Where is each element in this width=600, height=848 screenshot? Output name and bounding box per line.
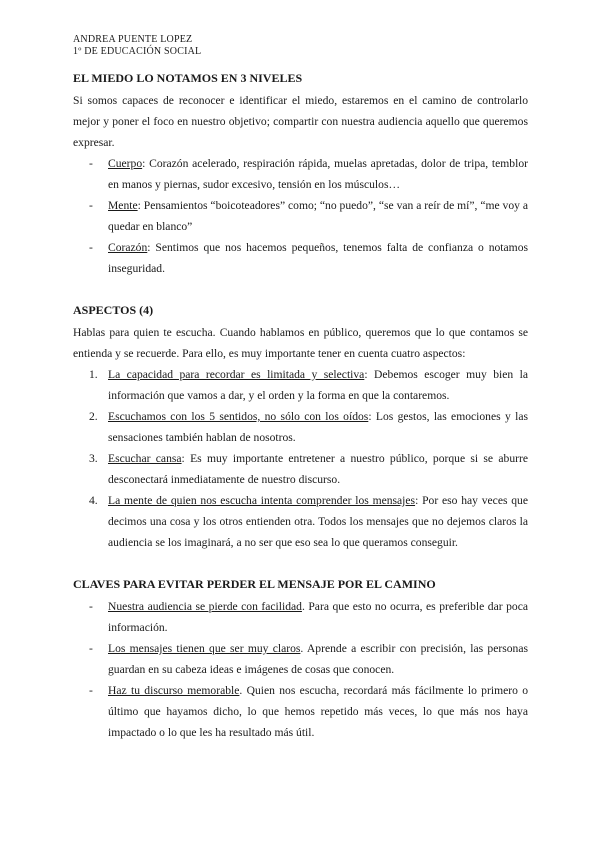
list-item-term: Escuchamos con los 5 sentidos, no sólo con los oídos <box>108 410 369 423</box>
section-title-aspects: ASPECTOS (4) <box>73 303 154 317</box>
list-item <box>73 680 528 743</box>
list-item-text: : Debemos escoger muy bien la información que vamos a dar, y el orden y la forma en que la contaremos. <box>108 368 528 402</box>
list-item-term: Escuchar cansa <box>108 452 182 465</box>
list-item <box>73 638 528 680</box>
author-name: ANDREA PUENTE LOPEZ <box>73 34 193 45</box>
list-item-term: Haz tu discurso memorable <box>108 684 240 697</box>
list-item-text: : Es muy importante entretener a nuestro público, porque si se aburre desconectará inmediatamente de nuestro discurso. <box>108 452 528 486</box>
list-item-text: : Pensamientos “boicoteadores” como; “no puedo”, “se van a reír de mí”, “me voy a quedar en blanco” <box>108 199 528 233</box>
list-item <box>73 490 528 553</box>
list-item-text: : Sentimos que nos hacemos pequeños, tenemos falta de confianza o notamos inseguridad. <box>108 241 528 275</box>
list-item <box>73 364 528 406</box>
list-item-term: Cuerpo <box>108 157 143 170</box>
list-item <box>73 596 528 638</box>
list-marker: - <box>89 199 93 212</box>
list-marker: - <box>89 241 93 254</box>
list-item-term: Los mensajes tienen que ser muy claros <box>108 642 301 655</box>
list-item-term: Nuestra audiencia se pierde con facilidad <box>108 600 302 613</box>
list-marker: - <box>89 157 93 170</box>
section-title-fear-levels: EL MIEDO LO NOTAMOS EN 3 NIVELES <box>73 71 303 85</box>
document-header <box>73 34 201 58</box>
list-item <box>73 237 528 279</box>
list-item <box>73 153 528 195</box>
list-item <box>73 195 528 237</box>
list-item-text: . Quien nos escucha, recordará más fácilmente lo primero o último que hayamos dicho, lo que hemos repetido más veces, lo que más nos haya impactado o lo que les ha resultado más útil. <box>108 684 528 739</box>
section-intro-aspects: Hablas para quien te escucha. Cuando hablamos en público, queremos que lo que contamos se entienda y se recuerde. Para ello, es muy importante tener en cuenta cuatro aspectos: <box>73 326 528 360</box>
section-intro-fear-levels: Si somos capaces de reconocer e identificar el miedo, estaremos en el camino de controlarlo mejor y poner el foco en nuestro objetivo; compartir con nuestra audiencia aquello que queremos expresar. <box>73 94 528 149</box>
list-marker: 2. <box>89 410 98 423</box>
keys-list <box>73 596 528 743</box>
list-item-text: . Aprende a escribir con precisión, las personas guardan en su cabeza ideas e imágenes de cosas que conocen. <box>108 642 528 676</box>
list-item-text: : Los gestos, las emociones y las sensaciones también hablan de nosotros. <box>108 410 528 444</box>
aspects-list <box>73 364 528 553</box>
document-body <box>73 70 528 743</box>
list-item-text: : Por eso hay veces que decimos una cosa y los otros entienden otra. Todos los mensajes que no dejemos claros la audiencia se los imaginará, a no ser que eso sea lo que queramos conseguir. <box>108 494 528 549</box>
list-item <box>73 406 528 448</box>
list-item-term: Mente <box>108 199 138 212</box>
list-item-term: Corazón <box>108 241 148 254</box>
list-item-text: . Para que esto no ocurra, es preferible dar poca información. <box>108 600 528 634</box>
list-marker: 3. <box>89 452 98 465</box>
list-item-term: La capacidad para recordar es limitada y selectiva <box>108 368 365 381</box>
section-title-keys: CLAVES PARA EVITAR PERDER EL MENSAJE POR EL CAMINO <box>73 577 436 591</box>
list-item-term: La mente de quien nos escucha intenta comprender los mensajes <box>108 494 416 507</box>
fear-levels-list <box>73 153 528 279</box>
list-marker: 4. <box>89 494 98 507</box>
list-item-text: : Corazón acelerado, respiración rápida, muelas apretadas, dolor de tripa, temblor en manos y piernas, sudor excesivo, tensión en los músculos… <box>108 157 528 191</box>
list-marker: - <box>89 684 93 697</box>
list-marker: - <box>89 642 93 655</box>
list-item <box>73 448 528 490</box>
list-marker: - <box>89 600 93 613</box>
list-marker: 1. <box>89 368 98 381</box>
course-name: 1º DE EDUCACIÓN SOCIAL <box>73 46 202 57</box>
